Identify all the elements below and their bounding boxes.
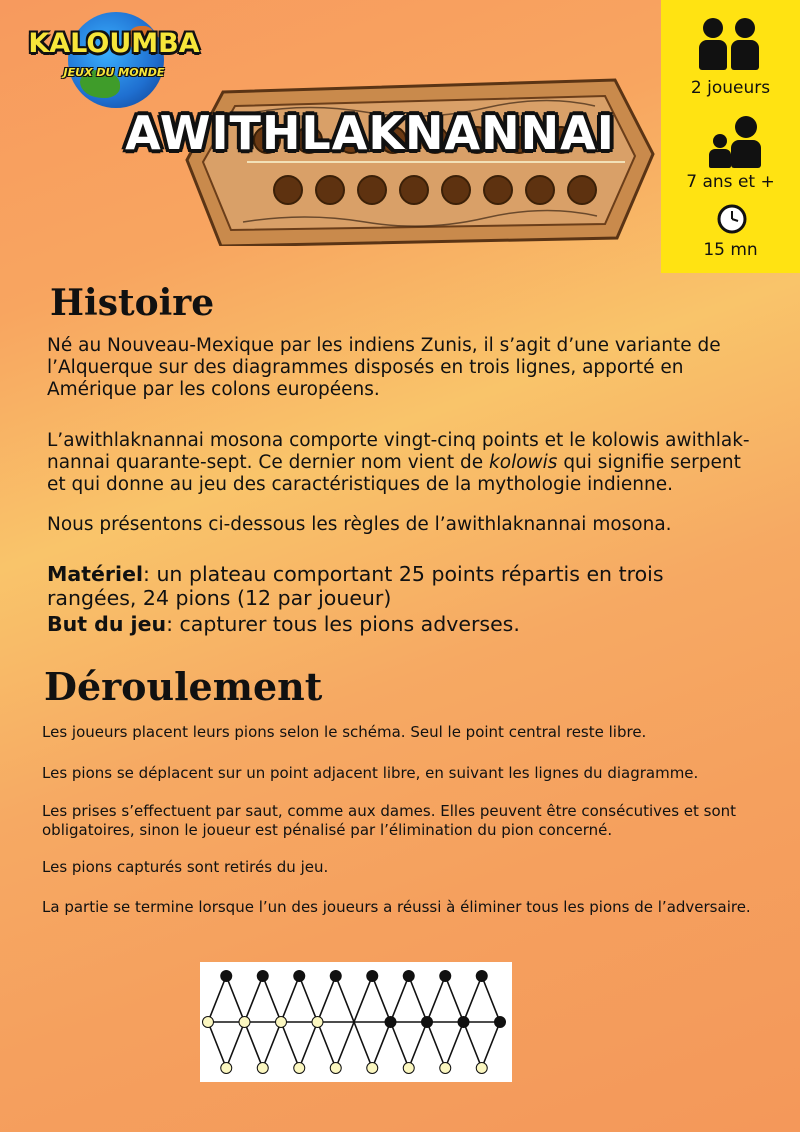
diagram-line — [208, 976, 226, 1022]
board-hole — [400, 176, 428, 204]
light-piece — [403, 1063, 414, 1074]
light-piece — [203, 1017, 214, 1028]
kaloumba-logo — [28, 8, 200, 108]
diagram-lines — [208, 976, 500, 1068]
board-hole — [442, 176, 470, 204]
diagram-line — [445, 1022, 463, 1068]
histoire-paragraph-3: Nous présentons ci-dessous les règles de l’awithlaknannai mosona. — [47, 514, 672, 535]
board-hole — [274, 176, 302, 204]
black-piece — [221, 971, 232, 982]
black-piece — [476, 971, 487, 982]
deroulement-paragraph-4: Les pions capturés sont retirés du jeu. — [42, 858, 329, 876]
light-piece — [440, 1063, 451, 1074]
diagram-line — [409, 976, 427, 1022]
black-piece — [294, 971, 305, 982]
diagram-line — [336, 976, 354, 1022]
game-title: AWITHLAKNANNAI — [125, 106, 615, 160]
diagram-line — [318, 1022, 336, 1068]
deroulement-paragraph-5: La partie se termine lorsque l’un des joueurs a réussi à éliminer tous les pions de l’adversaire. — [42, 898, 751, 916]
brand-tagline: JEUX DU MONDE — [63, 66, 165, 79]
age-icon — [707, 116, 767, 168]
diagram-line — [391, 1022, 409, 1068]
light-piece — [221, 1063, 232, 1074]
diagram-line — [354, 976, 372, 1022]
section-heading-histoire: Histoire — [50, 282, 215, 324]
black-piece — [257, 971, 268, 982]
black-piece — [330, 971, 341, 982]
histoire-paragraph-2: L’awithlaknannai mosona comporte vingt-cinq points et le kolowis awithlak-nannai quarante-sept. Ce dernier nom vient de kolowis qui signifie serpent et qui donne au jeu des caractéristiques de la mythologie indienne. — [47, 430, 750, 495]
diagram-line — [427, 1022, 445, 1068]
light-piece — [312, 1017, 323, 1028]
deroulement-paragraph-2: Les pions se déplacent sur un point adjacent libre, en suivant les lignes du diagramme. — [42, 764, 699, 782]
diagram-line — [445, 976, 463, 1022]
materiel-line: Matériel: un plateau comportant 25 points répartis en trois rangées, 24 pions (12 par joueur) — [47, 562, 664, 610]
diagram-line — [226, 1022, 244, 1068]
diagram-line — [263, 976, 281, 1022]
board-hole — [358, 176, 386, 204]
diagram-line — [354, 1022, 372, 1068]
light-piece — [294, 1063, 305, 1074]
diagram-line — [226, 976, 244, 1022]
diagram-line — [464, 976, 482, 1022]
light-piece — [367, 1063, 378, 1074]
diagram-line — [464, 1022, 482, 1068]
diagram-line — [208, 1022, 226, 1068]
deroulement-paragraph-1: Les joueurs placent leurs pions selon le schéma. Seul le point central reste libre. — [42, 723, 647, 741]
diagram-line — [245, 1022, 263, 1068]
black-piece — [495, 1017, 506, 1028]
diagram-line — [281, 976, 299, 1022]
black-piece — [458, 1017, 469, 1028]
game-duration: 15 mn — [703, 240, 758, 260]
diagram-line — [482, 1022, 500, 1068]
black-piece — [403, 971, 414, 982]
section-heading-deroulement: Déroulement — [44, 664, 323, 709]
histoire-paragraph-1: Né au Nouveau-Mexique par les indiens Zunis, il s’agit d’une variante de l’Alquerque sur des diagrammes disposés en trois lignes, apporté en Amérique par les colons européens. — [47, 335, 721, 400]
clock-icon — [717, 204, 747, 234]
light-piece — [257, 1063, 268, 1074]
brand-name: KALOUMBA — [28, 28, 200, 59]
diagram-line — [299, 976, 317, 1022]
deroulement-paragraph-3: Les prises s’effectuent par saut, comme aux dames. Elles peuvent être consécutives et sont obligatoires, sinon le joueur est pénalisé par l’élimination du pion concerné. — [42, 802, 737, 839]
players-count: 2 joueurs — [690, 78, 771, 98]
board-hole — [484, 176, 512, 204]
starting-position-diagram — [200, 962, 512, 1082]
board-hole — [568, 176, 596, 204]
diagram-line — [391, 976, 409, 1022]
diagram-line — [263, 1022, 281, 1068]
black-piece — [385, 1017, 396, 1028]
board-hole — [316, 176, 344, 204]
light-piece — [330, 1063, 341, 1074]
diagram-line — [336, 1022, 354, 1068]
but-du-jeu-line: But du jeu: capturer tous les pions adverses. — [47, 612, 520, 636]
diagram-line — [372, 1022, 390, 1068]
black-piece — [440, 971, 451, 982]
diagram-line — [281, 1022, 299, 1068]
age-range: 7 ans et + — [686, 172, 775, 192]
diagram-line — [409, 1022, 427, 1068]
black-piece — [422, 1017, 433, 1028]
diagram-line — [245, 976, 263, 1022]
diagram-line — [482, 976, 500, 1022]
diagram-line — [427, 976, 445, 1022]
light-piece — [476, 1063, 487, 1074]
diagram-line — [372, 976, 390, 1022]
two-players-icon — [699, 18, 763, 70]
board-hole — [526, 176, 554, 204]
info-panel — [661, 0, 800, 273]
diagram-line — [318, 976, 336, 1022]
diagram-line — [299, 1022, 317, 1068]
light-piece — [276, 1017, 287, 1028]
light-piece — [239, 1017, 250, 1028]
black-piece — [367, 971, 378, 982]
